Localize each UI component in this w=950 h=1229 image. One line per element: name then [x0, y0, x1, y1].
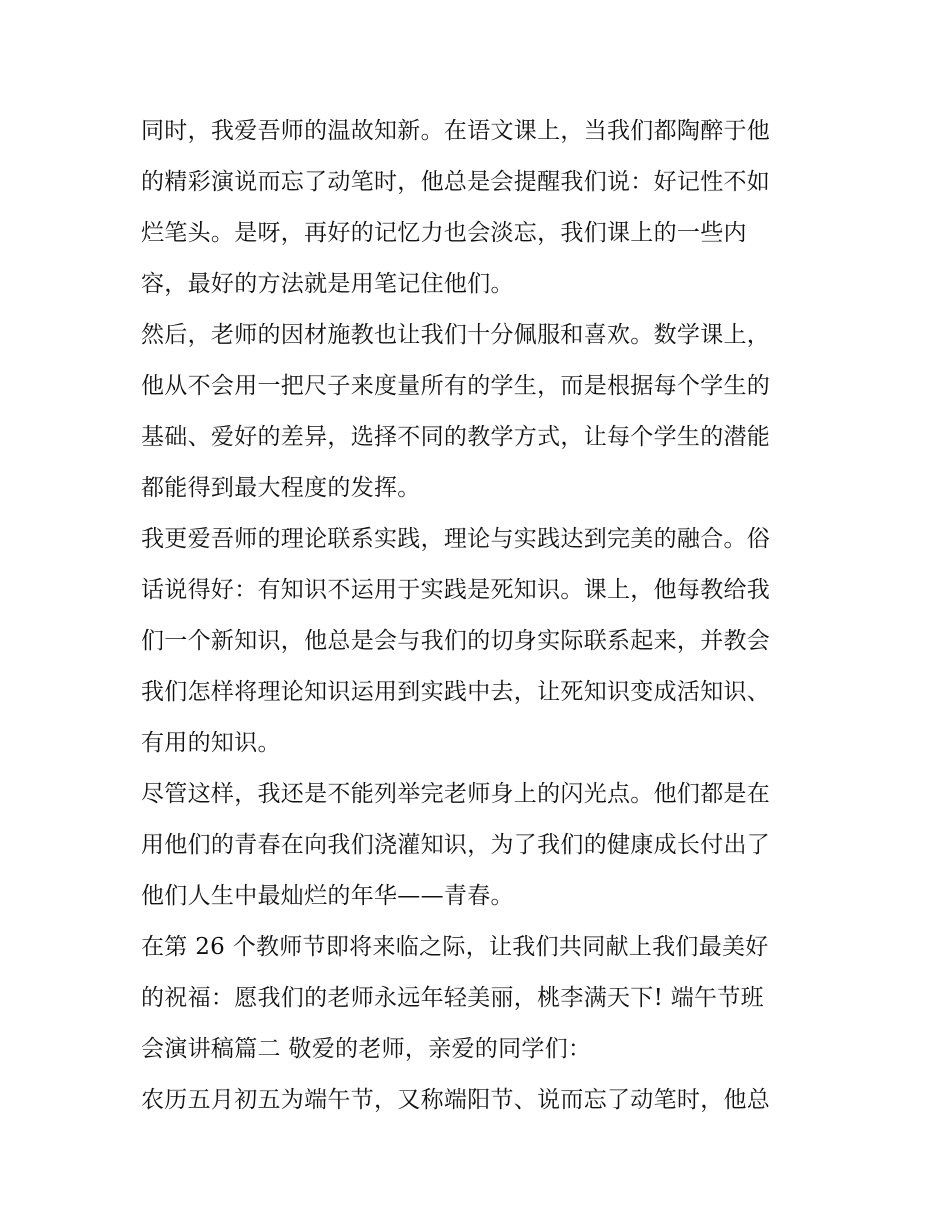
text-line: 他从不会用一把尺子来度量所有的学生，而是根据每个学生的 [141, 373, 771, 399]
text-line: 的精彩演说而忘了动笔时，他总是会提醒我们说：好记性不如 [141, 169, 771, 195]
paragraph-3 [141, 514, 821, 769]
text-line: 烂笔头。是呀，再好的记忆力也会淡忘，我们课上的一些内 [141, 220, 747, 246]
text-line: 同时，我爱吾师的温故知新。在语文课上，当我们都陶醉于他 [141, 118, 771, 144]
text-line: 农历五月初五为端午节，又称端阳节、说而忘了动笔时，他总 [141, 1087, 771, 1113]
text-line: 有用的知识。 [141, 730, 281, 756]
text-line: 然后，老师的因材施教也让我们十分佩服和喜欢。数学课上， [141, 322, 771, 348]
text-line: 都能得到最大程度的发挥。 [141, 475, 421, 501]
text-line: 他们人生中最灿烂的年华——青春。 [141, 883, 514, 909]
text-line: 容，最好的方法就是用笔记住他们。 [141, 271, 514, 297]
text-line: 我更爱吾师的理论联系实践，理论与实践达到完美的融合。俗 [141, 526, 771, 552]
text-line: 们一个新知识，他总是会与我们的切身实际联系起来，并教会 [141, 628, 771, 654]
paragraph-1 [141, 106, 821, 310]
text-line: 会演讲稿篇二 敬爱的老师，亲爱的同学们： [141, 1036, 592, 1062]
text-line: 基础、爱好的差异，选择不同的教学方式，让每个学生的潜能 [141, 424, 771, 450]
paragraph-5 [141, 922, 821, 1075]
text-line: 我们怎样将理论知识运用到实践中去，让死知识变成活知识、 [141, 679, 771, 705]
text-line: 的祝福：愿我们的老师永远年轻美丽，桃李满天下! 端午节班 [141, 985, 764, 1011]
text-line: 尽管这样，我还是不能列举完老师身上的闪光点。他们都是在 [141, 781, 771, 807]
text-line: 在第 26 个教师节即将来临之际，让我们共同献上我们最美好 [141, 934, 769, 960]
paragraph-4 [141, 769, 821, 922]
paragraph-6 [141, 1075, 821, 1126]
paragraph-2 [141, 310, 821, 514]
document-body [141, 106, 821, 1126]
text-line: 用他们的青春在向我们浇灌知识，为了我们的健康成长付出了 [141, 832, 771, 858]
text-line: 话说得好：有知识不运用于实践是死知识。课上，他每教给我 [141, 577, 771, 603]
